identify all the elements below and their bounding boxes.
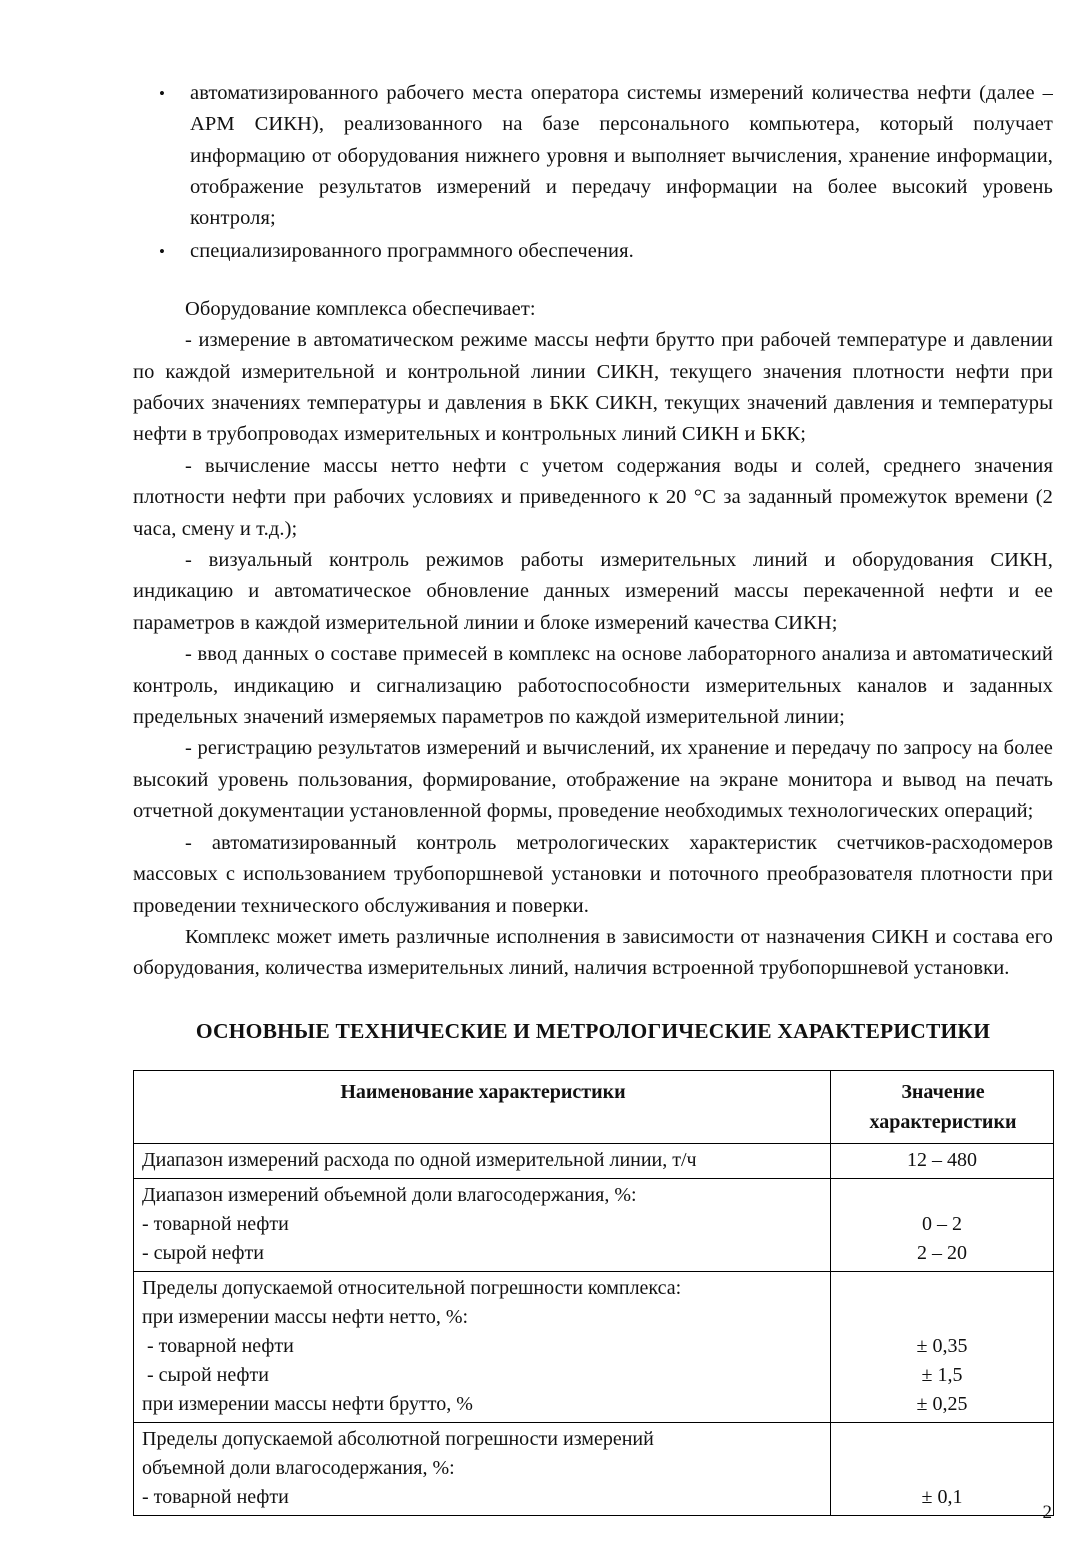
spacer: [133, 1044, 1053, 1070]
equipment-bullet-list: [133, 78, 1053, 268]
row-name-cell: [134, 1271, 831, 1422]
specifications-table: [133, 1070, 1054, 1516]
page-title: ОСНОВНЫЕ ТЕХНИЧЕСКИЕ И МЕТРОЛОГИЧЕСКИЕ ХАРАКТЕРИСТИКИ: [195, 1018, 991, 1043]
row-value-line: ± 1,5: [921, 1363, 963, 1386]
row-value-line: [837, 1454, 1047, 1483]
paragraph-registration: - регистрацию результатов измерений и вычислений, их хранение и передачу по запросу на более высокий уровень пользования, формирование, отображение на экране монитора и вывод на печать отчетной документации установленной формы, проведение необходимых технологических операций;: [133, 737, 1053, 823]
bullet-icon: •: [159, 84, 166, 103]
row-value-cell: [831, 1178, 1054, 1271]
paragraph-intro: Оборудование комплекса обеспечивает:: [185, 297, 536, 320]
paragraph-data-input: - ввод данных о составе примесей в комплекс на основе лабораторного анализа и автоматический контроль, индикацию и сигнализацию работоспособности измерительных каналов и заданных предельных значений измеряемых параметров по каждой измерительной линии;: [133, 643, 1053, 729]
table-row: [134, 1271, 1054, 1422]
row-value-cell: [831, 1271, 1054, 1422]
row-value-cell: [831, 1422, 1054, 1515]
row-value-line: 2 – 20: [917, 1241, 967, 1264]
row-name-line: Пределы допускаемой абсолютной погрешности измерений: [142, 1427, 654, 1450]
page-content: [133, 78, 1053, 1516]
column-header-name: Наименование характеристики: [134, 1070, 831, 1143]
row-name-line: Пределы допускаемой относительной погрешности комплекса:: [142, 1276, 682, 1299]
row-name-line: Диапазон измерений расхода по одной измерительной линии, т/ч: [142, 1148, 697, 1171]
row-name-line: при измерении массы нефти брутто, %: [142, 1392, 473, 1415]
spacer: [133, 985, 1053, 1019]
row-name-line: объемной доли влагосодержания, %:: [142, 1456, 455, 1479]
row-name-line: при измерении массы нефти нетто, %:: [142, 1305, 469, 1328]
row-name-line: - сырой нефти: [142, 1241, 264, 1264]
row-value-line: 0 – 2: [922, 1212, 962, 1235]
paragraph-net-mass: - вычисление массы нетто нефти с учетом содержания воды и солей, среднего значения плотности нефти при рабочих условиях и приведенного к 20 °С за заданный промежуток времени (2 часа, смену и т.д.);: [133, 454, 1053, 540]
row-value-line: [837, 1425, 1047, 1454]
row-name-line: - товарной нефти: [142, 1485, 289, 1508]
row-name-line: Диапазон измерений объемной доли влагосодержания, %:: [142, 1183, 637, 1206]
list-item: [133, 78, 1053, 234]
list-item-text: автоматизированного рабочего места оператора системы измерений количества нефти (далее – АРМ СИКН), реализованного на базе персонального компьютера, который получает информацию от оборудования нижнего уровня и выполняет вычисления, хранение информации, отображение результатов измерений и передачу информации на более высокий уровень контроля;: [190, 82, 1053, 230]
row-name-line: - товарной нефти: [142, 1212, 289, 1235]
row-name-line: - сырой нефти: [142, 1363, 269, 1386]
column-header-value-line1: Значение: [901, 1080, 985, 1103]
column-header-value: [831, 1070, 1054, 1143]
spacer: [133, 268, 1053, 294]
paragraph-automated-control: - автоматизированный контроль метрологических характеристик счетчиков-расходомеров массовых с использованием трубопоршневой установки и поточного преобразователя плотности при проведении технического обслуживания и поверки.: [133, 831, 1053, 917]
list-item: [133, 236, 1053, 267]
bullet-icon: •: [159, 242, 166, 262]
row-value-line: ± 0,35: [916, 1334, 968, 1357]
row-value-line: 12 – 480: [907, 1148, 977, 1171]
row-value-line: ± 0,25: [916, 1392, 968, 1415]
row-name-cell: [134, 1143, 831, 1178]
paragraph-measurement: - измерение в автоматическом режиме массы нефти брутто при рабочей температуре и давлении по каждой измерительной и контрольной линии СИКН, текущего значения плотности нефти при рабочих значениях температуры и давления в БКК СИКН, текущих значений давления и температуры нефти в трубопроводах измерительных и контрольных линий СИКН и БКК;: [133, 329, 1053, 446]
column-header-value-line2: характеристики: [869, 1110, 1017, 1133]
paragraph-visual-control: - визуальный контроль режимов работы измерительных линий и оборудования СИКН, индикацию и автоматическое обновление данных измерений массы перекаченной нефти и ее параметров в каждой измерительной линии и блоке измерений качества СИКН;: [133, 549, 1053, 634]
table-header-row: [134, 1070, 1054, 1143]
table-row: [134, 1178, 1054, 1271]
table-row: [134, 1422, 1054, 1515]
row-value-cell: [831, 1143, 1054, 1178]
list-item-text: специализированного программного обеспечения.: [190, 240, 634, 263]
row-name-line: - товарной нефти: [142, 1334, 294, 1357]
page-number: 2: [1042, 1502, 1052, 1523]
paragraph-complex-variants: Комплекс может иметь различные исполнения в зависимости от назначения СИКН и состава его оборудования, количества измерительных линий, наличия встроенной трубопоршневой установки.: [133, 925, 1053, 980]
table-row: [134, 1143, 1054, 1178]
row-name-cell: [134, 1422, 831, 1515]
row-value-line: [837, 1274, 1047, 1303]
row-value-line: [837, 1303, 1047, 1332]
row-value-line: [837, 1181, 1047, 1210]
row-name-cell: [134, 1178, 831, 1271]
row-value-line: ± 0,1: [921, 1485, 963, 1508]
